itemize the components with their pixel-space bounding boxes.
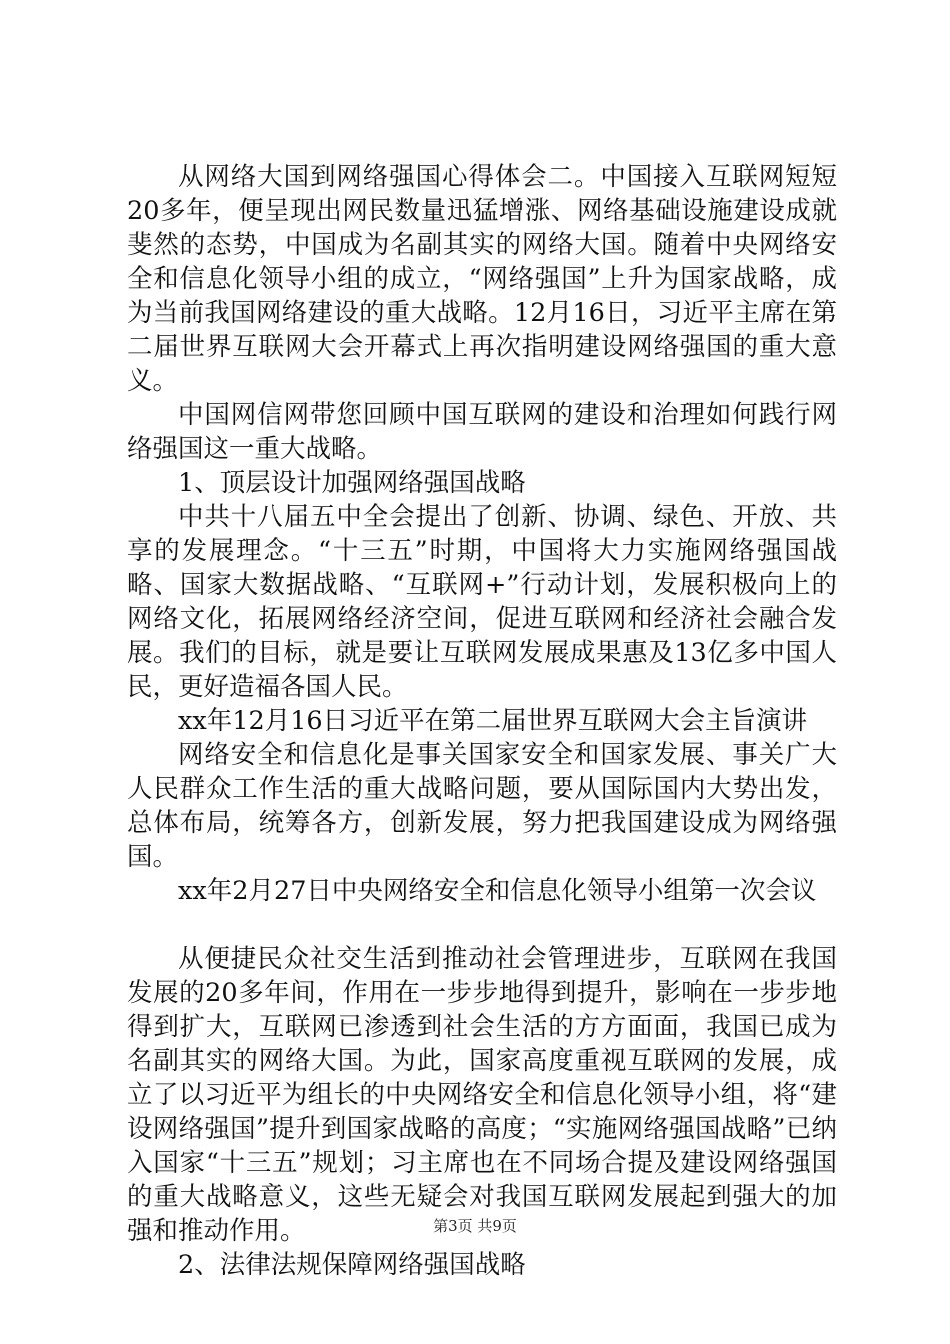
document-body <box>127 160 837 1282</box>
paragraph-review: 中国网信网带您回顾中国互联网的建设和治理如何践行网络强国这一重大战略。 <box>127 400 837 464</box>
section-heading-2: 2、法律法规保障网络强国战略 <box>178 1250 526 1280</box>
page-number-footer: 第3页 共9页 <box>433 1217 517 1235</box>
paragraph-intro: 从网络大国到网络强国心得体会二。中国接入互联网短短20多年，便呈现出网民数量迅猛增涨、网络基础设施建设成就斐然的态势，中国成为名副其实的网络大国。随着中央网络安全和信息化领导小组的成立，“网络强国”上升为国家战略，成为当前我国网络建设的重大战略。12月16日，习近平主席在第二届世界互联网大会开幕式上再次指明建设网络强国的重大意义。 <box>127 162 837 396</box>
section-heading-1: 1、顶层设计加强网络强国战略 <box>178 468 526 498</box>
paragraph-spacer <box>127 908 837 942</box>
paragraph-development: 从便捷民众社交生活到推动社会管理进步，互联网在我国发展的20多年间，作用在一步步地得到提升，影响在一步步地得到扩大，互联网已渗透到社会生活的方方面面，我国已成为名副其实的网络大国。为此，国家高度重视互联网的发展，成立了以习近平为组长的中央网络安全和信息化领导小组，将“建设网络强国”提升到国家战略的高度；“实施网络强国战略”已纳入国家“十三五”规划；习主席也在不同场合提及建设网络强国的重大战略意义，这些无疑会对我国互联网发展起到强大的加强和推动作用。 <box>127 944 837 1246</box>
citation-speech: xx年12月16日习近平在第二届世界互联网大会主旨演讲 <box>178 706 808 736</box>
paragraph-security: 网络安全和信息化是事关国家安全和国家发展、事关广大人民群众工作生活的重大战略问题，要从国际国内大势出发，总体布局，统筹各方，创新发展，努力把我国建设成为网络强国。 <box>127 740 837 872</box>
citation-meeting: xx年2月27日中央网络安全和信息化领导小组第一次会议 <box>178 876 817 906</box>
paragraph-plenum: 中共十八届五中全会提出了创新、协调、绿色、开放、共享的发展理念。“十三五”时期，中国将大力实施网络强国战略、国家大数据战略、“互联网+”行动计划，发展积极向上的网络文化，拓展网络经济空间，促进互联网和经济社会融合发展。我们的目标，就是要让互联网发展成果惠及13亿多中国人民，更好造福各国人民。 <box>127 502 837 702</box>
